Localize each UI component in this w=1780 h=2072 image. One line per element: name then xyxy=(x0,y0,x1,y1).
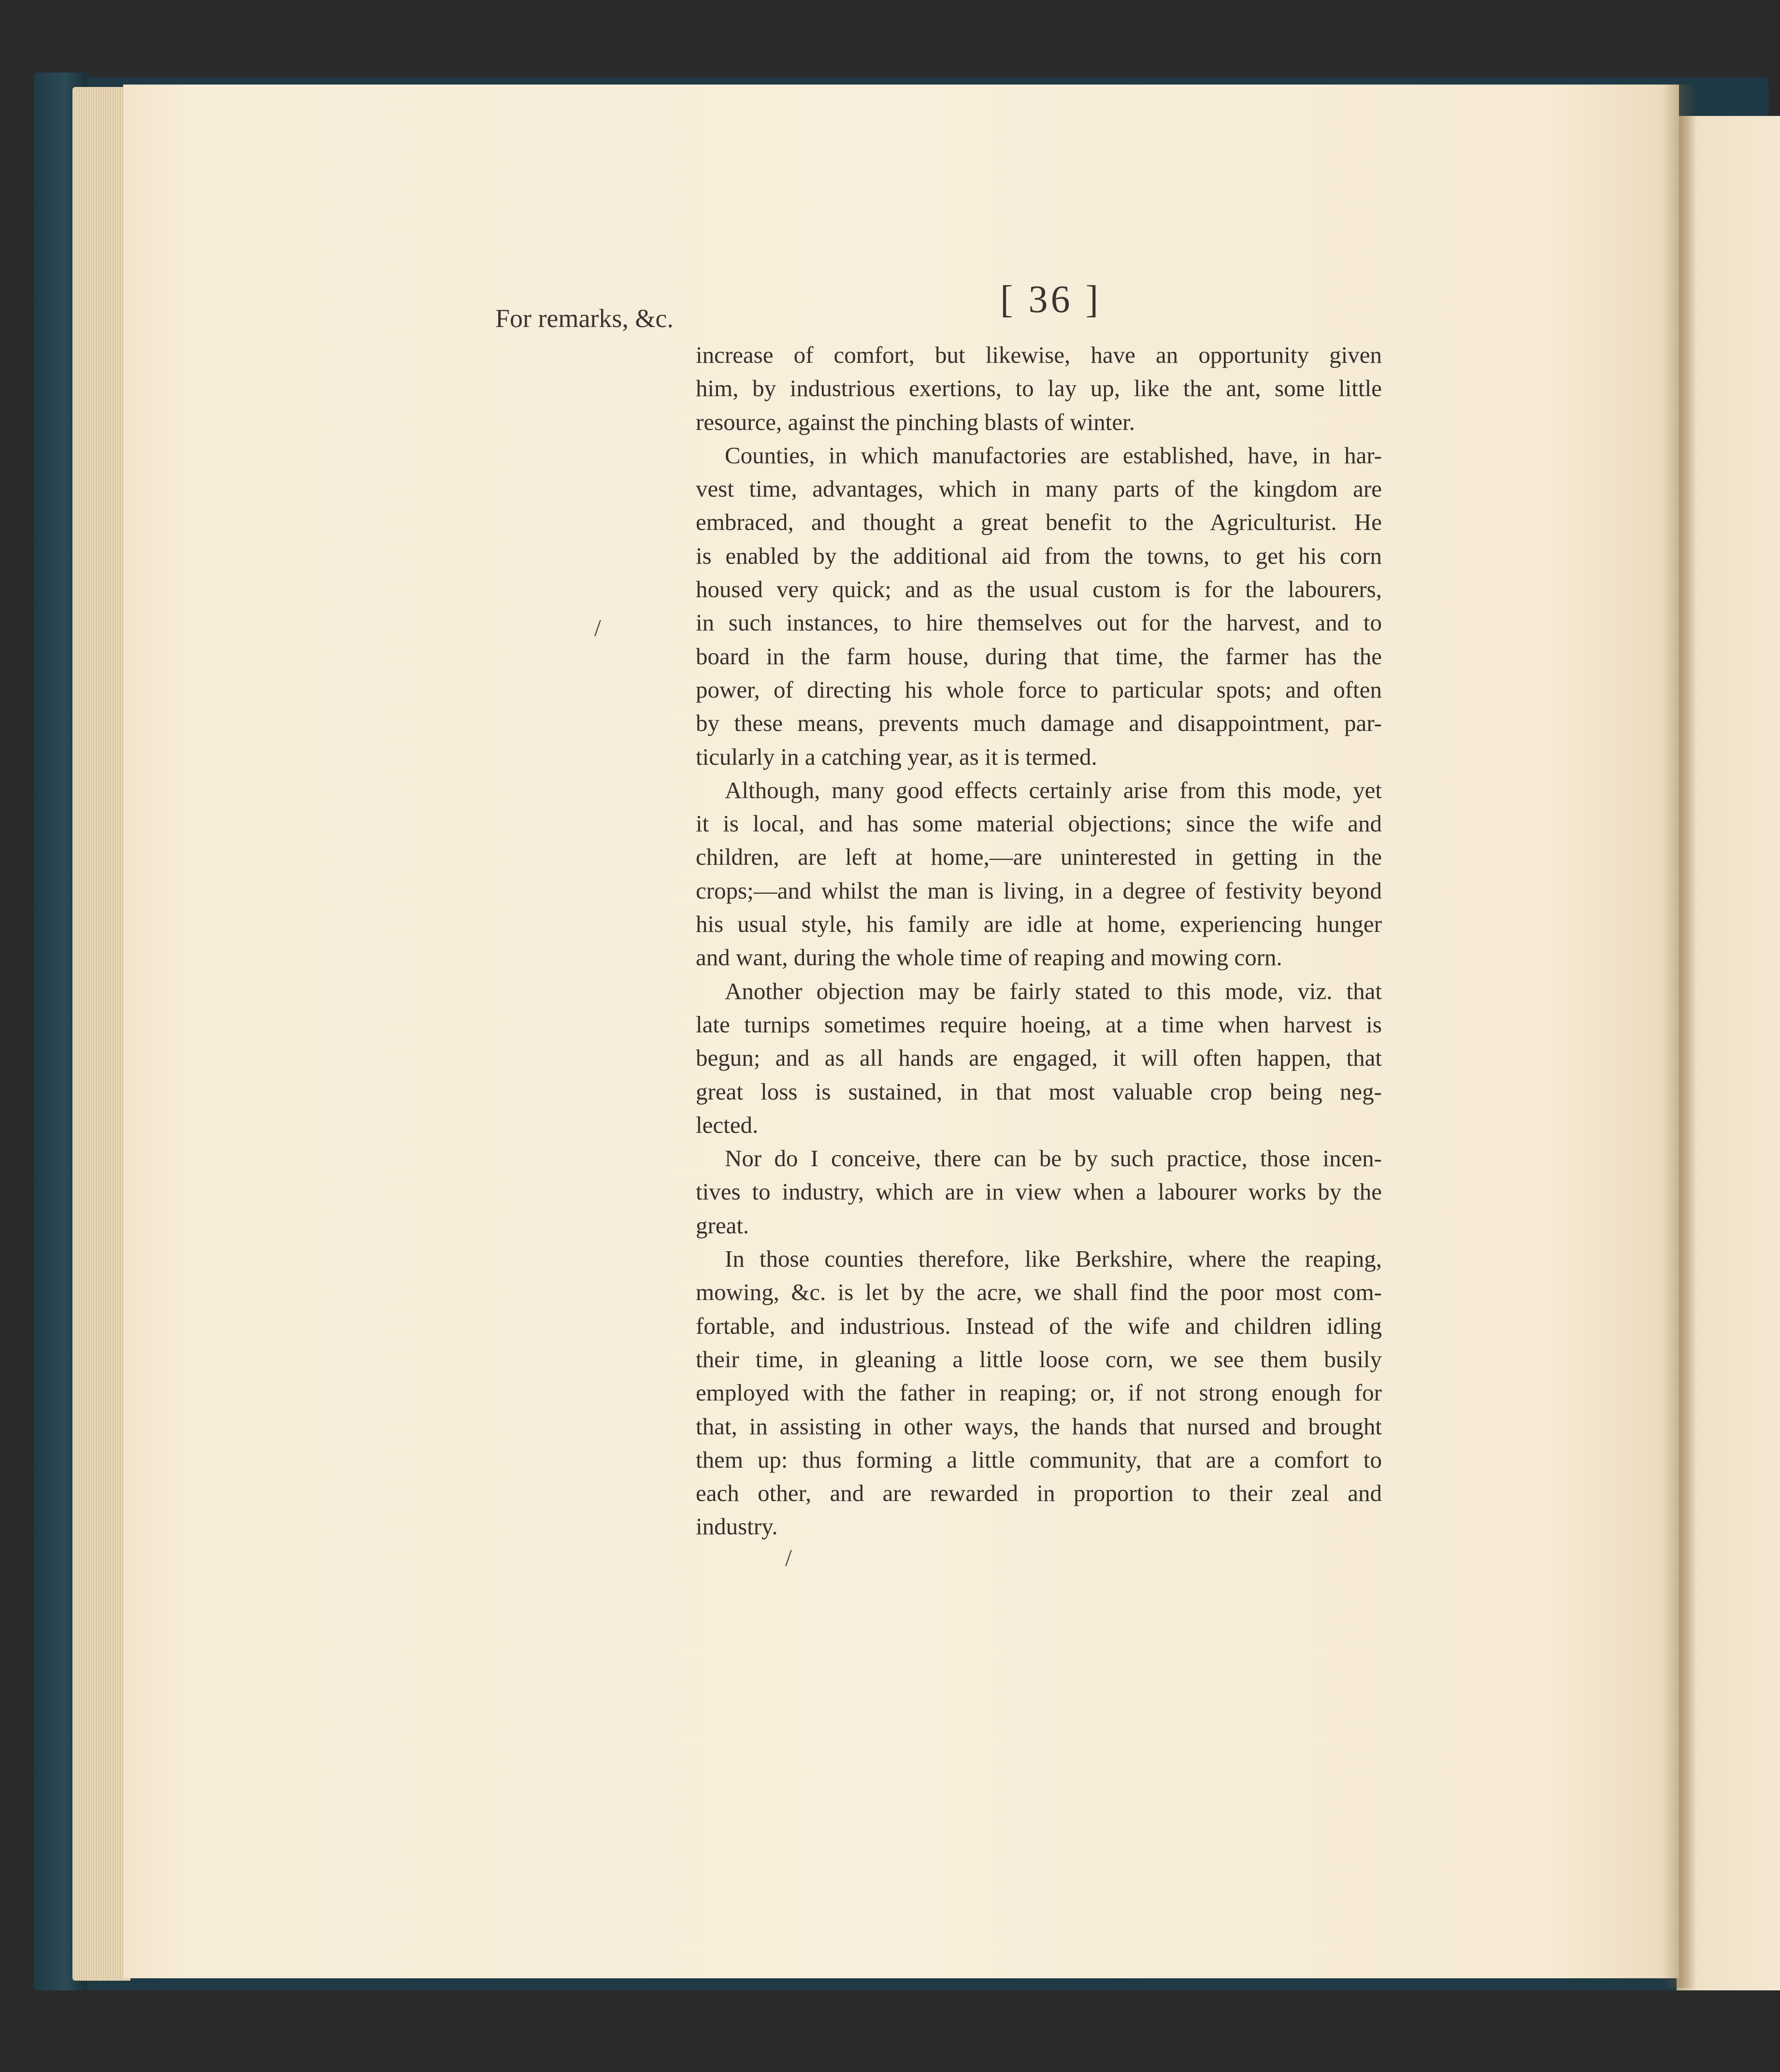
text-line: mowing, &c. is let by the acre, we shall find the poor most com- xyxy=(696,1279,1382,1306)
page-gutter xyxy=(1662,85,1696,1988)
text-line: is enabled by the additional aid from the towns, to get his corn xyxy=(696,542,1382,569)
text-line: by these means, prevents much damage and disappointment, par- xyxy=(696,710,1382,737)
text-line: him, by industrious exertions, to lay up, like the ant, some little xyxy=(696,375,1382,402)
page-stack xyxy=(72,87,130,1981)
text-line: late turnips sometimes require hoeing, at a time when harvest is xyxy=(696,1011,1382,1038)
paragraph xyxy=(696,338,1382,439)
text-line: Counties, in which manufactories are established, have, in har- xyxy=(725,442,1382,469)
text-line: fortable, and industrious. Instead of the wife and children idling xyxy=(696,1312,1382,1339)
text-line: great loss is sustained, in that most valuable crop being neg- xyxy=(696,1078,1382,1105)
body-text xyxy=(696,338,1382,1543)
text-line: Another objection may be fairly stated to this mode, viz. that xyxy=(725,977,1382,1004)
paragraph xyxy=(696,1242,1382,1543)
text-line: that, in assisting in other ways, the hands that nursed and brought xyxy=(696,1413,1382,1440)
text-line: housed very quick; and as the usual custom is for the labourers, xyxy=(696,576,1382,603)
paragraph xyxy=(696,773,1382,974)
text-line: them up: thus forming a little community, that are a comfort to xyxy=(696,1446,1382,1473)
paragraph xyxy=(696,1142,1382,1242)
paragraph xyxy=(696,439,1382,773)
text-line: and want, during the whole time of reaping and mowing corn. xyxy=(696,944,1282,971)
text-line: vest time, advantages, which in many parts of the kingdom are xyxy=(696,475,1382,502)
text-line: each other, and are rewarded in proportion to their zeal and xyxy=(696,1480,1382,1507)
text-line: Although, many good effects certainly arise from this mode, yet xyxy=(725,776,1382,803)
text-line: begun; and as all hands are engaged, it will often happen, that xyxy=(696,1044,1382,1072)
page-number: [ 36 ] xyxy=(1000,278,1102,321)
paragraph xyxy=(696,974,1382,1142)
text-line: increase of comfort, but likewise, have an opportunity given xyxy=(696,342,1382,368)
text-line: their time, in gleaning a little loose corn, we see them busily xyxy=(696,1345,1382,1372)
pencil-mark: / xyxy=(594,614,601,641)
text-line: in such instances, to hire themselves out for the harvest, and to xyxy=(696,609,1382,636)
margin-note: For remarks, &c. xyxy=(495,304,674,333)
text-line: ticularly in a catching year, as it is termed. xyxy=(696,743,1097,770)
text-line: children, are left at home,—are uninterested in getting in the xyxy=(696,843,1382,871)
text-line: his usual style, his family are idle at home, experiencing hunger xyxy=(696,911,1382,938)
text-line: industry. xyxy=(696,1513,778,1540)
text-line: embraced, and thought a great benefit to the Agriculturist. He xyxy=(696,509,1382,536)
text-line: In those counties therefore, like Berkshire, where the reaping, xyxy=(725,1245,1382,1272)
text-line: it is local, and has some material objections; since the wife and xyxy=(696,810,1382,837)
text-line: great. xyxy=(696,1212,749,1239)
text-line: resource, against the pinching blasts of winter. xyxy=(696,408,1135,435)
text-line: employed with the father in reaping; or, if not strong enough for xyxy=(696,1379,1382,1406)
text-line: lected. xyxy=(696,1111,759,1138)
text-line: tives to industry, which are in view when a labourer works by the xyxy=(696,1178,1382,1205)
text-line: crops;—and whilst the man is living, in a degree of festivity beyond xyxy=(696,877,1382,904)
text-line: Nor do I conceive, there can be by such practice, those incen- xyxy=(725,1145,1382,1172)
text-line: power, of directing his whole force to particular spots; and often xyxy=(696,676,1382,703)
pencil-mark: / xyxy=(785,1544,792,1571)
text-line: board in the farm house, during that time, the farmer has the xyxy=(696,643,1382,670)
